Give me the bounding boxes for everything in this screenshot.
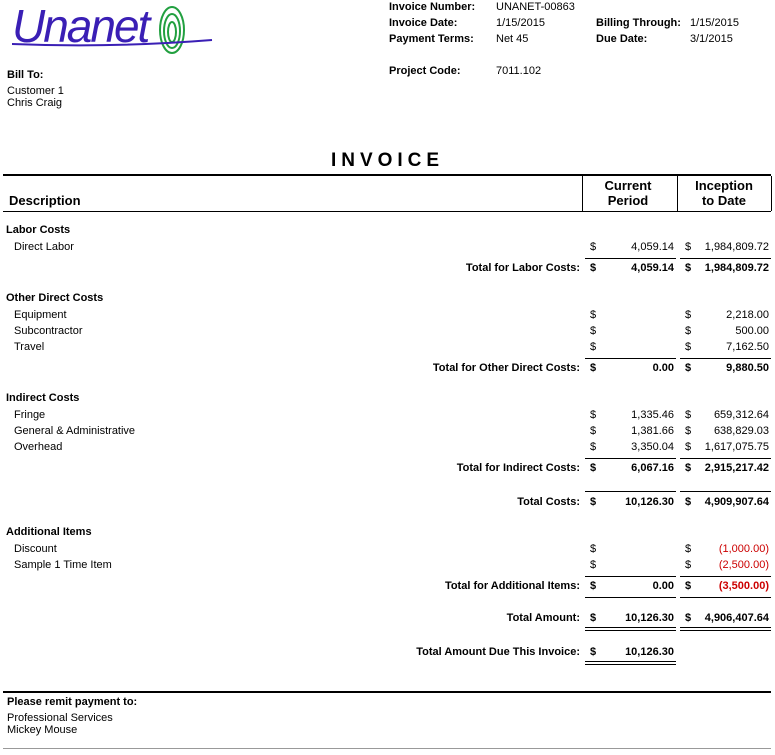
due-date-label: Due Date: [596,33,648,45]
double-underline [680,627,771,631]
line-item-current: 3,350.04 [631,441,674,453]
subtotal-rule [680,358,771,359]
currency-symbol: $ [685,309,692,321]
total-costs-label: Total Costs: [517,496,580,508]
currency-symbol: $ [590,425,597,437]
total-current-odc: 0.00 [652,362,674,374]
invoice-date-label: Invoice Date: [389,17,458,29]
subtotal-rule [585,576,676,577]
currency-symbol: $ [685,341,692,353]
line-item-itd: (1,000.00) [718,543,769,555]
line-item-label: Travel [14,341,45,353]
invoice-number-label: Invoice Number: [389,1,476,13]
currency-symbol: $ [685,612,692,624]
currency-symbol: $ [590,441,597,453]
currency-symbol: $ [685,441,692,453]
header-top-rule [3,174,771,176]
total-costs-rule [585,491,676,492]
line-item-itd: 1,617,075.75 [704,441,769,453]
line-item-itd: (2,500.00) [718,559,769,571]
currency-symbol: $ [685,543,692,555]
remit-label: Please remit payment to: [7,696,138,708]
currency-symbol: $ [685,496,692,508]
subtotal-rule [680,258,771,259]
line-item-itd: 500.00 [735,325,769,337]
currency-symbol: $ [590,241,597,253]
column-separator [771,176,772,211]
invoice-title: INVOICE [330,150,445,171]
invoice-date-value: 1/15/2015 [496,17,545,29]
project-code-label: Project Code: [389,65,461,77]
currency-symbol: $ [590,543,597,555]
currency-symbol: $ [685,325,692,337]
total-costs-rule [680,491,771,492]
currency-symbol: $ [590,580,597,592]
description-column-header: Description [9,193,81,208]
column-separator [677,176,678,211]
total-costs-current: 10,126.30 [625,496,674,508]
currency-symbol: $ [590,646,597,658]
total-itd-labor: 1,984,809.72 [704,262,769,274]
inception-header-line2: to Date [701,193,747,208]
line-item-current: 4,059.14 [631,241,674,253]
line-item-itd: 2,218.00 [726,309,769,321]
total-current-indirect: 6,067.16 [631,462,674,474]
bill-to-line1: Customer 1 [7,85,64,97]
column-separator [582,176,583,211]
line-item-label: Overhead [14,441,63,453]
section-title-odc: Other Direct Costs [6,292,104,304]
line-item-label: General & Administrative [14,425,136,437]
total-label-odc: Total for Other Direct Costs: [432,362,580,374]
bill-to-line2: Chris Craig [7,97,63,109]
currency-symbol: $ [685,580,692,592]
total-itd-additional: (3,500.00) [718,580,769,592]
line-item-label: Subcontractor [14,325,83,337]
remit-top-rule [3,691,771,693]
inception-header-line1: Inception [695,178,753,193]
payment-terms-value: Net 45 [496,33,529,45]
total-itd-indirect: 2,915,217.42 [704,462,769,474]
unanet-logo [12,4,217,66]
total-label-labor: Total for Labor Costs: [465,262,580,274]
subtotal-rule [680,576,771,577]
line-item-itd: 638,829.03 [713,425,769,437]
subtotal-rule [585,458,676,459]
currency-symbol: $ [685,425,692,437]
line-item-label: Sample 1 Time Item [14,559,112,571]
line-item-label: Direct Labor [14,241,74,253]
header-bottom-rule [3,211,771,212]
currency-symbol: $ [590,409,597,421]
svg-text:Unanet: Unanet [12,4,149,52]
subtotal-rule [680,458,771,459]
total-due-label: Total Amount Due This Invoice: [416,646,580,658]
total-amount-rule [585,597,676,598]
total-label-indirect: Total for Indirect Costs: [456,462,580,474]
currency-symbol: $ [590,612,597,624]
currency-symbol: $ [590,362,597,374]
total-amount-rule [680,597,771,598]
remit-line1: Professional Services [7,712,113,724]
currency-symbol: $ [590,462,597,474]
payment-terms-label: Payment Terms: [389,33,474,45]
total-itd-odc: 9,880.50 [726,362,769,374]
line-item-label: Fringe [14,409,46,421]
section-title-indirect: Indirect Costs [6,392,80,404]
currency-symbol: $ [590,559,597,571]
currency-symbol: $ [590,341,597,353]
currency-symbol: $ [590,309,597,321]
remit-line2: Mickey Mouse [7,724,78,736]
double-underline [585,661,676,665]
billing-through-label: Billing Through: [596,17,681,29]
subtotal-rule [585,258,676,259]
due-date-value: 3/1/2015 [690,33,733,45]
total-current-additional: 0.00 [652,580,674,592]
company-logo [12,4,217,69]
currency-symbol: $ [590,496,597,508]
subtotal-rule [585,358,676,359]
billing-through-value: 1/15/2015 [690,17,739,29]
total-amount-itd: 4,906,407.64 [704,612,769,624]
line-item-itd: 659,312.64 [713,409,769,421]
total-amount-current: 10,126.30 [625,612,674,624]
current-period-header-line2: Period [607,193,649,208]
line-item-label: Equipment [14,309,67,321]
line-item-itd: 7,162.50 [726,341,769,353]
section-title-labor: Labor Costs [6,224,71,236]
currency-symbol: $ [685,241,692,253]
total-due-current: 10,126.30 [625,646,674,658]
line-item-itd: 1,984,809.72 [704,241,769,253]
line-item-label: Discount [14,543,57,555]
total-amount-label: Total Amount: [506,612,580,624]
current-period-header-line1: Current [604,178,652,193]
line-item-current: 1,335.46 [631,409,674,421]
total-costs-itd: 4,909,907.64 [704,496,769,508]
currency-symbol: $ [685,559,692,571]
section-title-additional: Additional Items [6,526,92,538]
project-code-value: 7011.102 [496,65,542,77]
total-label-additional: Total for Additional Items: [444,580,580,592]
currency-symbol: $ [685,409,692,421]
currency-symbol: $ [685,362,692,374]
currency-symbol: $ [685,262,692,274]
currency-symbol: $ [590,325,597,337]
bill-to-label: Bill To: [7,69,44,81]
invoice-number-value: UNANET-00863 [496,1,575,13]
currency-symbol: $ [590,262,597,274]
total-current-labor: 4,059.14 [631,262,674,274]
double-underline [585,627,676,631]
currency-symbol: $ [685,462,692,474]
footer-rule [3,748,771,749]
line-item-current: 1,381.66 [631,425,674,437]
